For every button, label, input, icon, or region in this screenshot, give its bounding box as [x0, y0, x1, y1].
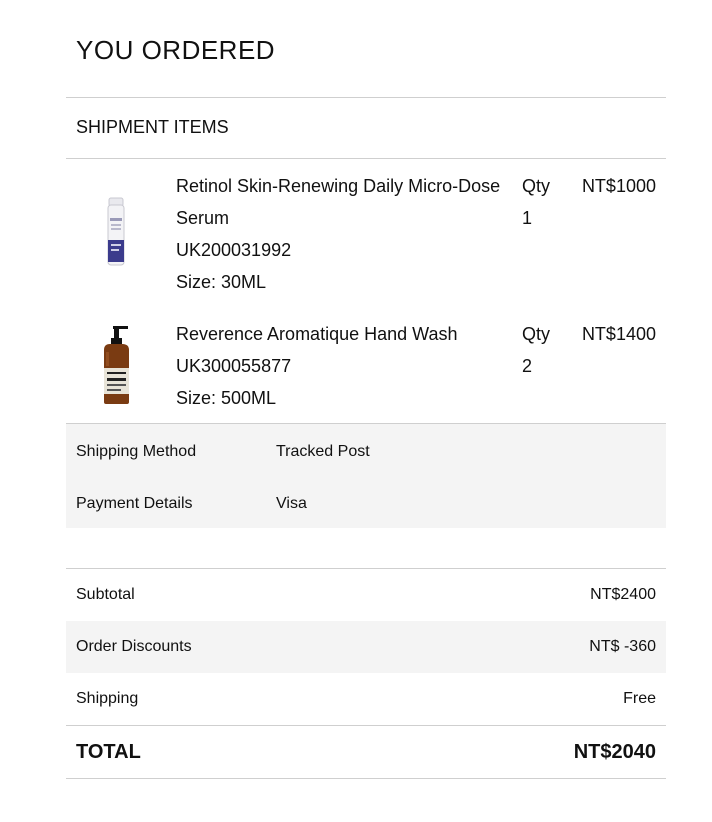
subtotal-row	[66, 569, 666, 621]
item-size: Size: 30ML	[176, 272, 267, 292]
qty-label: Qty	[522, 176, 551, 196]
page-title: YOU ORDERED	[76, 35, 276, 65]
shipping-row	[66, 673, 666, 725]
item-details	[176, 318, 506, 414]
total-row	[66, 726, 666, 778]
item-size: Size: 500ML	[176, 388, 277, 408]
order-discounts-value: NT$ -360	[589, 638, 656, 655]
subtotal-value: NT$2400	[590, 586, 656, 603]
item-name[interactable]: Retinol Skin-Renewing Daily Micro-Dose	[176, 176, 501, 196]
qty-value: 1	[522, 208, 533, 228]
total-label: TOTAL	[76, 741, 141, 763]
item-quantity	[522, 318, 572, 382]
divider	[66, 778, 666, 779]
shipment-items-heading: SHIPMENT ITEMS	[76, 117, 229, 137]
item-sku: UK300055877	[176, 356, 292, 376]
list-item	[66, 318, 666, 418]
shipping-method-label: Shipping Method	[76, 443, 197, 460]
item-quantity	[522, 170, 572, 234]
payment-details-value: Visa	[276, 495, 307, 512]
divider	[66, 97, 666, 98]
order-details-panel	[66, 424, 666, 528]
order-discounts-row	[66, 621, 666, 673]
subtotal-label: Subtotal	[76, 586, 135, 603]
hand-wash-bottle-icon	[96, 324, 136, 406]
item-price: NT$1400	[581, 324, 656, 344]
payment-details-label: Payment Details	[76, 495, 193, 512]
shipping-label: Shipping	[76, 690, 139, 707]
item-details	[176, 170, 506, 298]
item-sku: UK200031992	[176, 240, 292, 260]
qty-label: Qty	[522, 324, 551, 344]
item-name-continued[interactable]: Serum	[176, 208, 230, 228]
item-price: NT$1000	[581, 176, 656, 196]
serum-bottle-icon	[96, 196, 136, 268]
item-name[interactable]: Reverence Aromatique Hand Wash	[176, 324, 458, 344]
list-item	[66, 170, 666, 300]
qty-value: 2	[522, 356, 533, 376]
shipping-value: Free	[623, 690, 656, 707]
shipping-method-value: Tracked Post	[276, 443, 370, 460]
order-discounts-label: Order Discounts	[76, 638, 192, 655]
total-value: NT$2040	[573, 741, 656, 763]
divider	[66, 158, 666, 159]
